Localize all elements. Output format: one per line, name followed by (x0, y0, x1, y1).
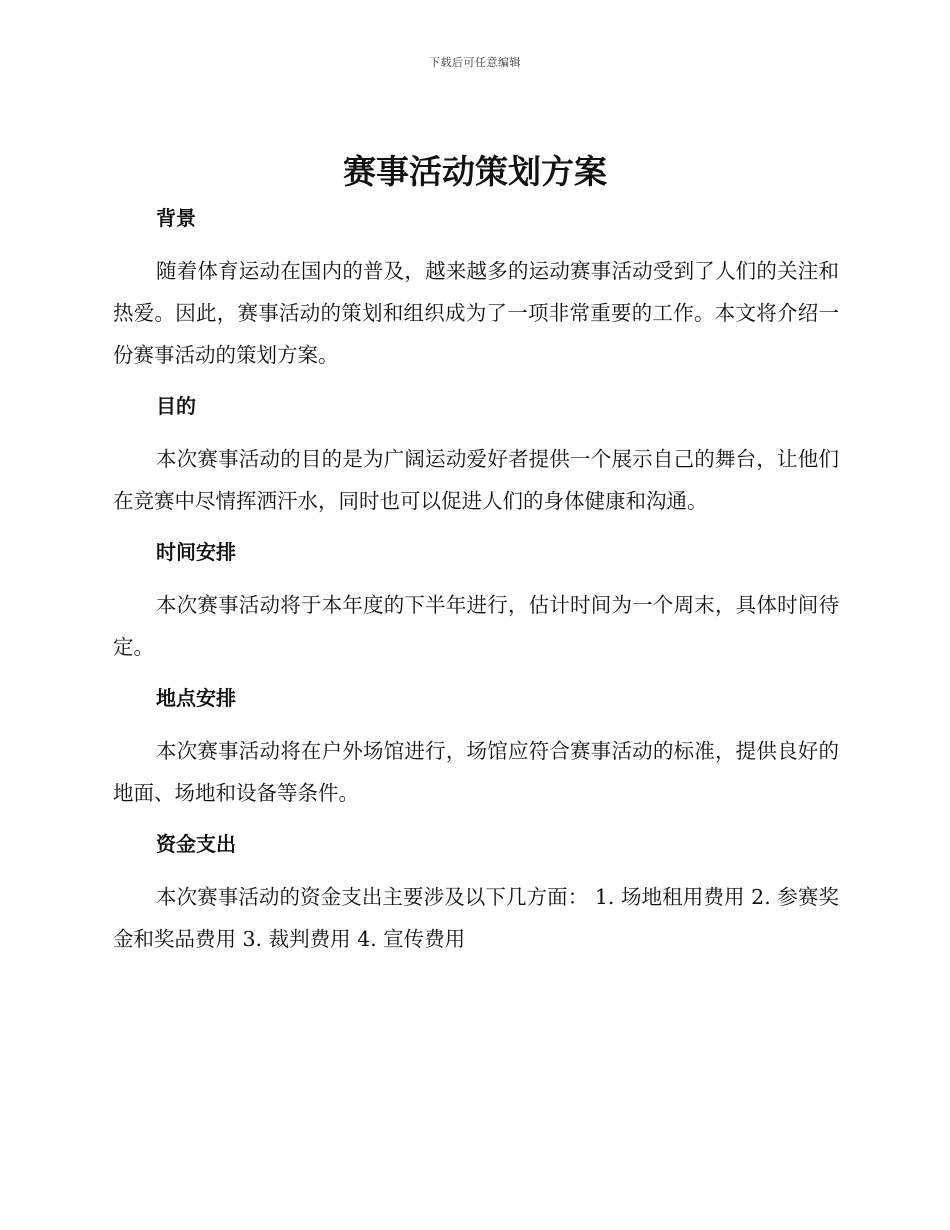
section-heading: 目的 (156, 394, 196, 418)
section-paragraph: 本次赛事活动将在户外场馆进行，场馆应符合赛事活动的标准，提供良好的地面、场地和设备等条件。 (113, 739, 839, 805)
section-paragraph: 随着体育运动在国内的普及，越来越多的运动赛事活动受到了人们的关注和热爱。因此，赛事活动的策划和组织成为了一项非常重要的工作。本文将介绍一份赛事活动的策划方案。 (113, 259, 839, 367)
header-note: 下载后可任意编辑 (429, 56, 521, 69)
section-paragraph: 本次赛事活动将于本年度的下半年进行，估计时间为一个周末，具体时间待定。 (113, 593, 839, 659)
section-budget (113, 828, 839, 960)
section-schedule (113, 536, 839, 668)
section-paragraph: 本次赛事活动的目的是为广阔运动爱好者提供一个展示自己的舞台，让他们在竞赛中尽情挥洒汗水，同时也可以促进人们的身体健康和沟通。 (113, 447, 839, 513)
section-venue (113, 682, 839, 814)
section-heading: 资金支出 (156, 832, 236, 856)
section-paragraph: 本次赛事活动的资金支出主要涉及以下几方面： 1. 场地租用费用 2. 参赛奖金和奖品费用 3. 裁判费用 4. 宣传费用 (113, 885, 839, 951)
section-purpose (113, 390, 839, 522)
section-heading: 地点安排 (156, 686, 236, 710)
document-body (113, 198, 839, 974)
section-heading: 背景 (156, 206, 196, 230)
section-heading: 时间安排 (156, 540, 236, 564)
section-background (113, 202, 839, 376)
document-title: 赛事活动策划方案 (343, 152, 607, 191)
